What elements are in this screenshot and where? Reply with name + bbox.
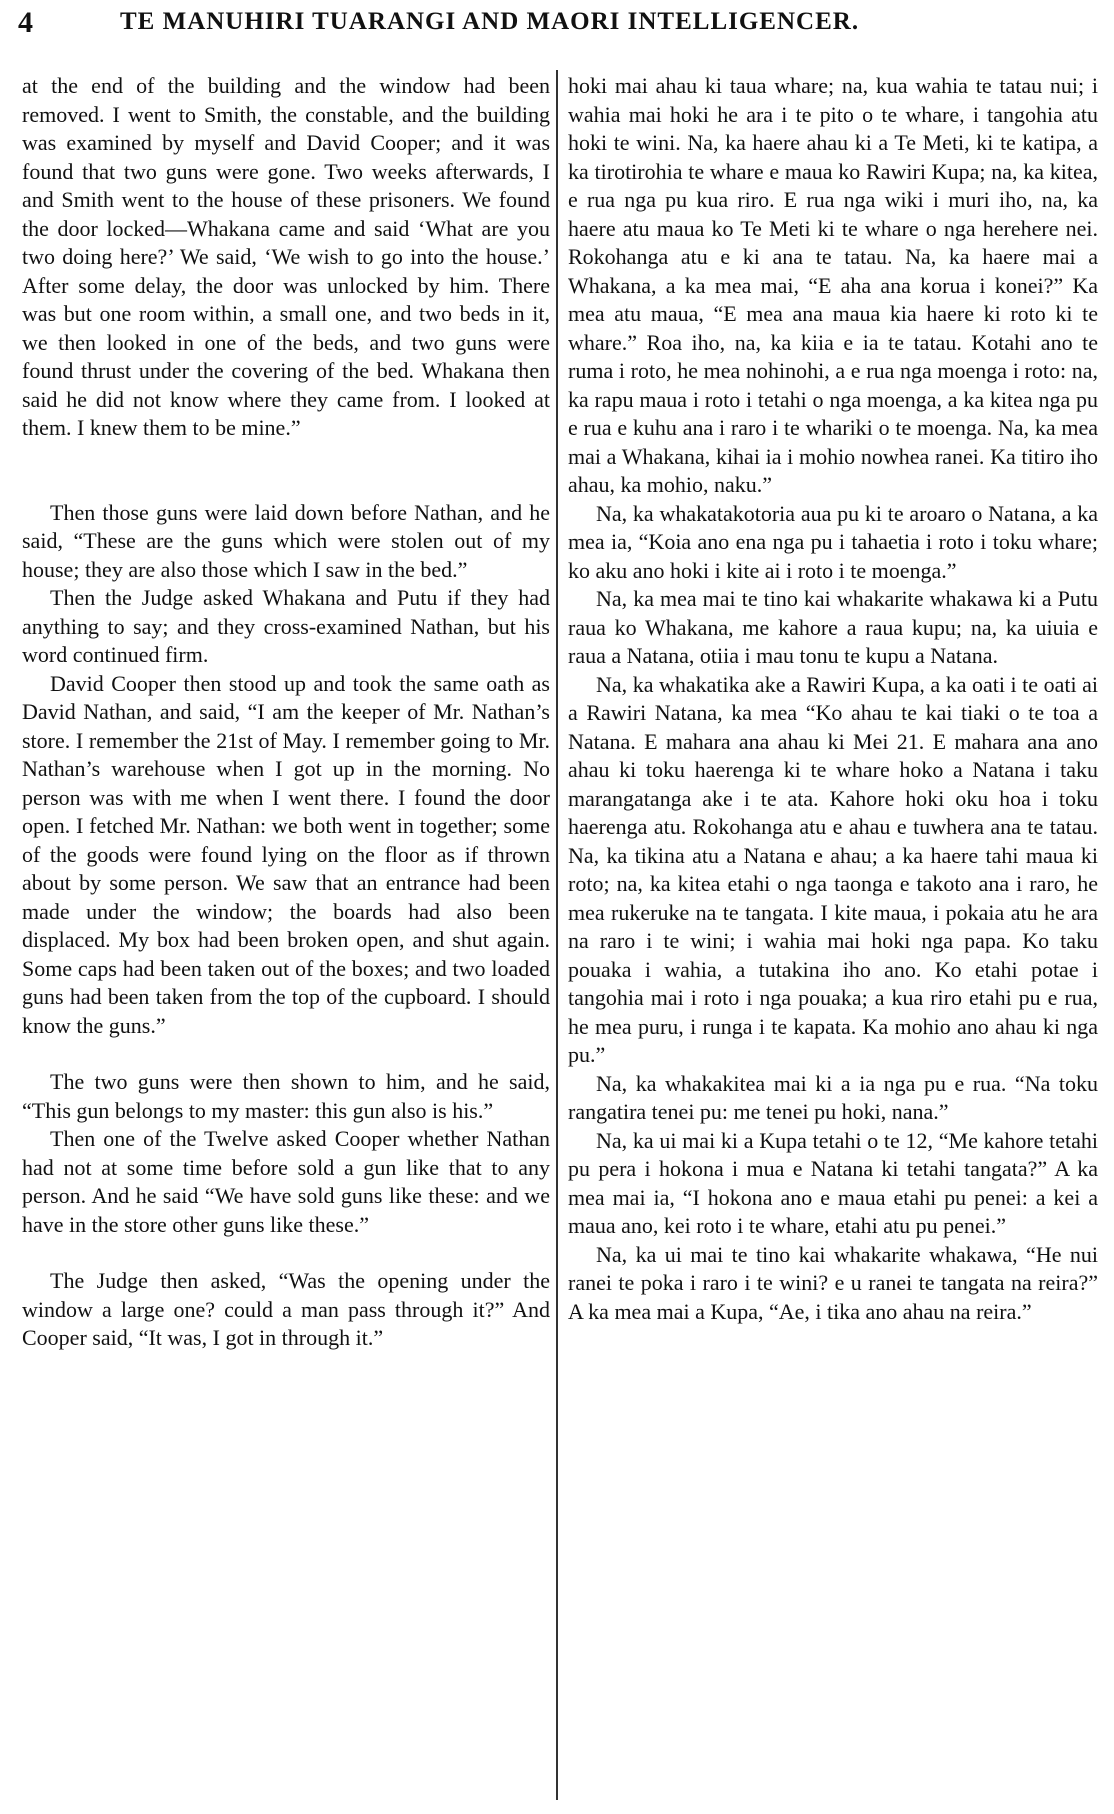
paragraph: Na, ka whakatika ake a Rawiri Kupa, a ka oati i te oati ai a Rawiri Natana, ka mea “Ko ahau te kai tiaki o te toa a Natana. E mahara ana ahau ki Mei 21. E mahara ana ano ahau ki toku haerenga ki te whare hoko a Natana i taku marangatanga ake i te ata. Kahore hoki oku hoa i toku haerenga atu. Rokohanga atu e ahau e tuwhera ana te tatau. Na, ka tikina atu a Natana e ahau; a ka haere tahi maua ki roto; na, ka kitea etahi o nga taonga e takoto ana i raro, he mea rukeruke na te tangata. I kite maua, i pokaia atu he ara na raro i te wini; i wahia mai hoki nga papa. Ko taku pouaka i wahia, a tutakina iho ano. Ko etahi potae i tangohia mai i roto i nga pouaka; a kua riro etahi pu e rua, he mea puru, i runga i te kapata. Ka mohio ano ahau ki nga pu.” bbox=[568, 671, 1098, 1067]
paragraph: Then the Judge asked Whakana and Putu if they had anything to say; and they cross-examined Nathan, but his word continued firm. bbox=[22, 585, 550, 667]
paragraph: at the end of the building and the window had been removed. I went to Smith, the constable, and the building was examined by myself and David Cooper; and it was found that two guns were gone. Two weeks afterwards, I and Smith went to the house of these prisoners. We found the door locked—Whakana came and said ‘What are you two doing here?’ We said, ‘We wish to go into the house.’ After some delay, the door was unlocked by him. There was but one room within, a small one, and two beds in it, we then looked in one of the beds, and two guns were found thrust under the covering of the bed. Whakana then said he did not know where they came from. I looked at them. I knew them to be mine.” bbox=[22, 73, 550, 440]
maori-column bbox=[568, 72, 1098, 1326]
page-header bbox=[0, 6, 1114, 50]
paragraph: The two guns were then shown to him, and he said, “This gun belongs to my master: this gun also is his.” bbox=[22, 1069, 550, 1123]
english-column bbox=[22, 72, 550, 1353]
paragraph: Na, ka ui mai ki a Kupa tetahi o te 12, “Me kahore tetahi pu pera i hokona i mua e Natana ki tetahi tangata?” A ka mea mai ia, “I hokona ano e maua etahi pu penei: a kei a maua ano, kei roto i te whare, etahi atu pu penei.” bbox=[568, 1127, 1098, 1238]
paragraph: Na, ka whakatakotoria aua pu ki te aroaro o Natana, a ka mea ia, “Koia ano ena nga pu i tahaetia i roto i toku whare; ko aku ano hoki i kite ai i roto i te moenga.” bbox=[568, 500, 1098, 583]
newspaper-title: TE MANUHIRI TUARANGI AND MAORI INTELLIGENCER. bbox=[120, 8, 860, 35]
paragraph: The Judge then asked, “Was the opening under the window a large one? could a man pass through it?” And Cooper said, “It was, I got in through it.” bbox=[22, 1268, 550, 1350]
paragraph: David Cooper then stood up and took the same oath as David Nathan, and said, “I am the keeper of Mr. Nathan’s store. I remember the 21st of May. I remember going to Mr. Nathan’s warehouse when I got up in the morning. No person was with me when I went there. I found the door open. I fetched Mr. Nathan: we both went in together; some of the goods were found lying on the floor as if thrown about by some person. We saw that an entrance had been made under the window; the boards had also been displaced. My box had been broken open, and shut again. Some caps had been taken out of the boxes; and two loaded guns had been taken from the top of the cupboard. I should know the guns.” bbox=[22, 670, 550, 1038]
paragraph: hoki mai ahau ki taua whare; na, kua wahia te tatau nui; i wahia mai hoki he ara i te pito o te whare, i tangohia atu hoki te wini. Na, ka haere ahau ki a Te Meti, ki te katipa, a ka tirotirohia te whare e maua ko Rawiri Kupa; na, ka kitea, e rua nga pu kua riro. E rua nga wiki i muri iho, na, ka haere atu maua ko Te Meti ki te whare o nga herehere nei. Rokohanga atu e ki ana te tatau. Na, ka haere mai a Whakana, a ka mea mai, “E aha ana korua i konei?” Ka mea atu maua, “E mea ana maua kia haere ki roto ki te whare.” Roa iho, na, ka kiia e ia te tatau. Kotahi ano te ruma i roto, he mea nohinohi, a e rua nga moenga i roto: na, ka rapu maua i roto i tetahi o nga moenga, a ka kitea nga pu e rua e kuhu ana i raro i te whariki o te moenga. Na, ka mea mai a Whakana, kihai ia i mohio nowhea ranei. Ka titiro iho ahau, ka mohio, naku.” bbox=[568, 73, 1098, 497]
paragraph: Na, ka mea mai te tino kai whakarite whakawa ki a Putu raua ko Whakana, me kahore a raua kupu; na, ka uiuia e raua a Natana, otiia i mau tonu te kupu a Natana. bbox=[568, 586, 1098, 668]
column-divider bbox=[556, 70, 558, 1800]
page-number: 4 bbox=[18, 6, 33, 39]
paragraph: Na, ka ui mai te tino kai whakarite whakawa, “He nui ranei te poka i raro i te wini? e u ranei te tangata na reira?” A ka mea mai a Kupa, “Ae, i tika ano ahau na reira.” bbox=[568, 1241, 1098, 1324]
paragraph: Then those guns were laid down before Nathan, and he said, “These are the guns which were stolen out of my house; they are also those which I saw in the bed.” bbox=[22, 499, 550, 582]
paragraph: Then one of the Twelve asked Cooper whether Nathan had not at some time before sold a gun like that to any person. And he said “We have sold guns like these: and we have in the store other guns like these.” bbox=[22, 1126, 550, 1237]
paragraph: Na, ka whakakitea mai ki a ia nga pu e rua. “Na toku rangatira tenei pu: me tenei pu hoki, nana.” bbox=[568, 1070, 1098, 1124]
